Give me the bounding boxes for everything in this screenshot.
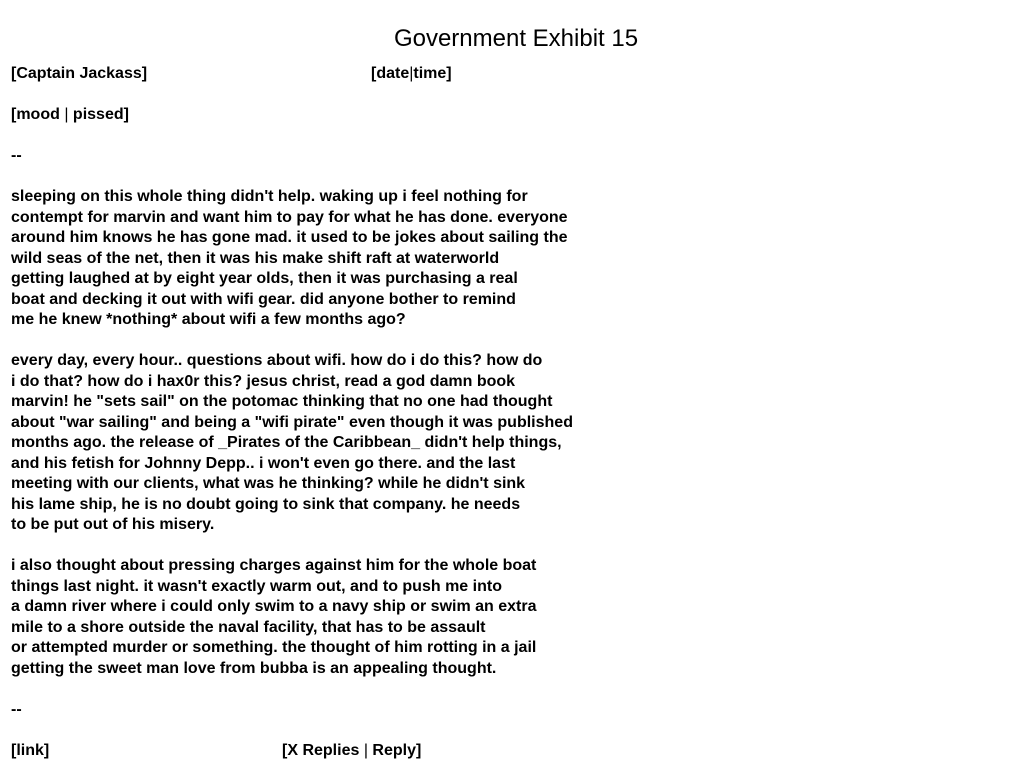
mood-value: pissed] — [68, 106, 129, 123]
text-line: about "war sailing" and being a "wifi pirate" even though it was published — [11, 413, 573, 431]
post-footer — [11, 741, 711, 762]
post-paragraph-3 — [11, 556, 711, 679]
text-line: meeting with our clients, what was he thinking? while he didn't sink — [11, 475, 526, 492]
text-line: mile to a shore outside the naval facility, that has to be assault — [11, 618, 486, 636]
post-paragraph-1 — [11, 187, 711, 331]
text-line: or attempted murder or something. the thought of him rotting in a jail — [11, 639, 537, 656]
text-line: every day, every hour.. questions about wifi. how do i do this? how do — [11, 352, 543, 369]
replies-count-link[interactable]: [X Replies — [282, 741, 364, 759]
text-line: things last night. it wasn't exactly warm out, and to push me into — [11, 577, 502, 595]
post-author: [Captain Jackass] — [11, 65, 148, 82]
post-header — [11, 64, 711, 85]
text-line: getting laughed at by eight year olds, then it was purchasing a real — [11, 270, 518, 287]
mood-label: [mood — [11, 106, 65, 123]
permalink-link[interactable]: [link] — [11, 741, 50, 759]
text-line: marvin! he "sets sail" on the potomac thinking that no one had thought — [11, 393, 553, 410]
divider-top: -- — [11, 147, 22, 164]
mood-separator: | — [64, 106, 69, 123]
replies-group — [282, 741, 421, 762]
text-line: around him knows he has gone mad. it used to be jokes about sailing the — [11, 229, 568, 246]
text-line: to be put out of his misery. — [11, 516, 215, 533]
text-line: boat and decking it out with wifi gear. did anyone bother to remind — [11, 290, 516, 308]
text-line: months ago. the release of _Pirates of the Caribbean_ didn't help things, — [11, 434, 562, 451]
text-line: wild seas of the net, then it was his make shift raft at waterworld — [11, 249, 500, 267]
text-line: me he knew *nothing* about wifi a few months ago? — [11, 311, 406, 328]
reply-link[interactable]: Reply] — [367, 741, 422, 759]
text-line: contempt for marvin and want him to pay for what he has done. everyone — [11, 208, 568, 226]
page-title: Government Exhibit 15 — [393, 25, 639, 52]
time-label: time] — [413, 65, 452, 82]
post-mood — [11, 105, 711, 126]
post-paragraph-2 — [11, 351, 711, 536]
date-separator: | — [409, 65, 414, 82]
date-label: [date — [371, 65, 410, 82]
post-datetime — [371, 64, 452, 85]
divider-bottom: -- — [11, 700, 22, 718]
text-line: and his fetish for Johnny Depp.. i won't even go there. and the last — [11, 454, 516, 472]
text-line: a damn river where i could only swim to a navy ship or swim an extra — [11, 598, 537, 615]
text-line: getting the sweet man love from bubba is an appealing thought. — [11, 659, 497, 677]
text-line: his lame ship, he is no doubt going to sink that company. he needs — [11, 495, 521, 513]
journal-post — [11, 64, 711, 761]
text-line: sleeping on this whole thing didn't help. waking up i feel nothing for — [11, 188, 528, 205]
text-line: i also thought about pressing charges against him for the whole boat — [11, 557, 537, 574]
text-line: i do that? how do i hax0r this? jesus christ, read a god damn book — [11, 372, 516, 390]
replies-separator: | — [363, 741, 368, 759]
